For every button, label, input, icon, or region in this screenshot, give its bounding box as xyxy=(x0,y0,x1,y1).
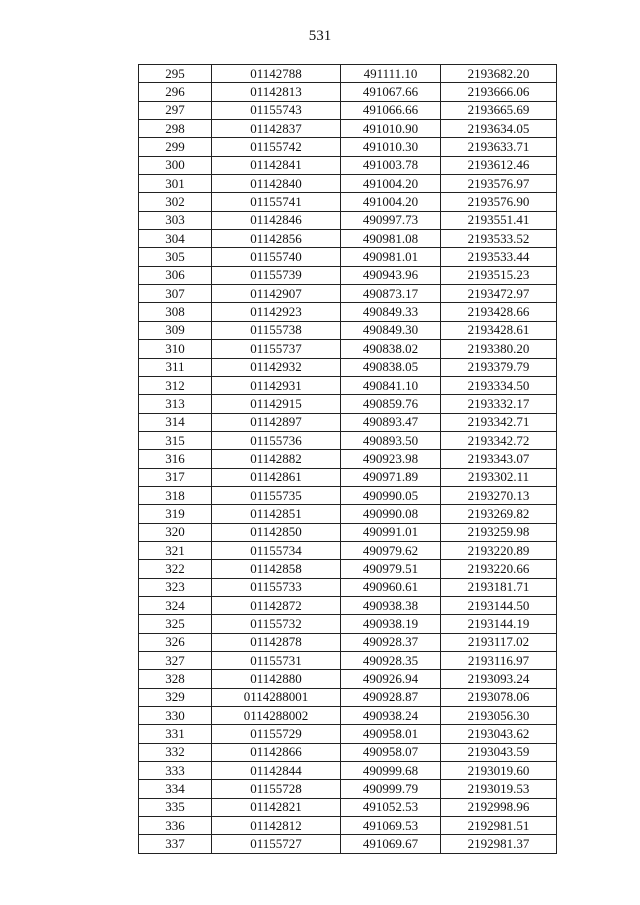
x-coordinate-cell: 490873.17 xyxy=(341,285,441,303)
point-id-cell: 01155731 xyxy=(212,652,341,670)
x-coordinate-cell: 491069.53 xyxy=(341,817,441,835)
row-number-cell: 327 xyxy=(139,652,212,670)
x-coordinate-cell: 490991.01 xyxy=(341,523,441,541)
x-coordinate-cell: 490990.08 xyxy=(341,505,441,523)
row-number-cell: 326 xyxy=(139,633,212,651)
point-id-cell: 01142880 xyxy=(212,670,341,688)
table-row xyxy=(139,652,557,670)
point-id-cell: 01155733 xyxy=(212,578,341,596)
table-row xyxy=(139,266,557,284)
y-coordinate-cell: 2193259.98 xyxy=(441,523,557,541)
table-row xyxy=(139,725,557,743)
table-row xyxy=(139,120,557,138)
point-id-cell: 01142932 xyxy=(212,358,341,376)
table-row xyxy=(139,578,557,596)
point-id-cell: 01142931 xyxy=(212,376,341,394)
row-number-cell: 329 xyxy=(139,688,212,706)
row-number-cell: 314 xyxy=(139,413,212,431)
point-id-cell: 01155737 xyxy=(212,340,341,358)
x-coordinate-cell: 490841.10 xyxy=(341,376,441,394)
x-coordinate-cell: 491004.20 xyxy=(341,175,441,193)
y-coordinate-cell: 2193116.97 xyxy=(441,652,557,670)
point-id-cell: 01142861 xyxy=(212,468,341,486)
table-row xyxy=(139,505,557,523)
y-coordinate-cell: 2193665.69 xyxy=(441,101,557,119)
table-row xyxy=(139,762,557,780)
x-coordinate-cell: 491010.30 xyxy=(341,138,441,156)
table-row xyxy=(139,450,557,468)
y-coordinate-cell: 2193533.44 xyxy=(441,248,557,266)
table-row xyxy=(139,743,557,761)
x-coordinate-cell: 490999.68 xyxy=(341,762,441,780)
table-row xyxy=(139,193,557,211)
row-number-cell: 324 xyxy=(139,596,212,614)
point-id-cell: 01155735 xyxy=(212,486,341,504)
row-number-cell: 302 xyxy=(139,193,212,211)
y-coordinate-cell: 2193428.61 xyxy=(441,321,557,339)
row-number-cell: 333 xyxy=(139,762,212,780)
y-coordinate-cell: 2193078.06 xyxy=(441,688,557,706)
point-id-cell: 01142812 xyxy=(212,817,341,835)
y-coordinate-cell: 2193342.72 xyxy=(441,431,557,449)
point-id-cell: 01142856 xyxy=(212,230,341,248)
row-number-cell: 313 xyxy=(139,395,212,413)
row-number-cell: 337 xyxy=(139,835,212,853)
row-number-cell: 323 xyxy=(139,578,212,596)
x-coordinate-cell: 490958.07 xyxy=(341,743,441,761)
coordinates-table xyxy=(138,64,557,854)
point-id-cell: 01155738 xyxy=(212,321,341,339)
y-coordinate-cell: 2193343.07 xyxy=(441,450,557,468)
point-id-cell: 01142882 xyxy=(212,450,341,468)
row-number-cell: 310 xyxy=(139,340,212,358)
table-row xyxy=(139,413,557,431)
y-coordinate-cell: 2193220.89 xyxy=(441,541,557,559)
point-id-cell: 01155742 xyxy=(212,138,341,156)
point-id-cell: 01155729 xyxy=(212,725,341,743)
x-coordinate-cell: 490943.96 xyxy=(341,266,441,284)
row-number-cell: 320 xyxy=(139,523,212,541)
x-coordinate-cell: 490938.38 xyxy=(341,596,441,614)
x-coordinate-cell: 490979.51 xyxy=(341,560,441,578)
x-coordinate-cell: 490893.47 xyxy=(341,413,441,431)
point-id-cell: 01155743 xyxy=(212,101,341,119)
x-coordinate-cell: 490928.37 xyxy=(341,633,441,651)
table-row xyxy=(139,798,557,816)
table-row xyxy=(139,560,557,578)
x-coordinate-cell: 490849.30 xyxy=(341,321,441,339)
point-id-cell: 01142915 xyxy=(212,395,341,413)
x-coordinate-cell: 490928.87 xyxy=(341,688,441,706)
table-row xyxy=(139,468,557,486)
y-coordinate-cell: 2193302.11 xyxy=(441,468,557,486)
point-id-cell: 01142850 xyxy=(212,523,341,541)
table-row xyxy=(139,138,557,156)
y-coordinate-cell: 2193576.97 xyxy=(441,175,557,193)
x-coordinate-cell: 490838.05 xyxy=(341,358,441,376)
table-row xyxy=(139,431,557,449)
row-number-cell: 325 xyxy=(139,615,212,633)
y-coordinate-cell: 2193269.82 xyxy=(441,505,557,523)
row-number-cell: 303 xyxy=(139,211,212,229)
x-coordinate-cell: 490981.01 xyxy=(341,248,441,266)
table-row xyxy=(139,633,557,651)
y-coordinate-cell: 2193334.50 xyxy=(441,376,557,394)
point-id-cell: 01142907 xyxy=(212,285,341,303)
table-row xyxy=(139,780,557,798)
y-coordinate-cell: 2193612.46 xyxy=(441,156,557,174)
row-number-cell: 335 xyxy=(139,798,212,816)
row-number-cell: 322 xyxy=(139,560,212,578)
row-number-cell: 296 xyxy=(139,83,212,101)
point-id-cell: 01142844 xyxy=(212,762,341,780)
row-number-cell: 312 xyxy=(139,376,212,394)
point-id-cell: 01142840 xyxy=(212,175,341,193)
y-coordinate-cell: 2193472.97 xyxy=(441,285,557,303)
point-id-cell: 01155727 xyxy=(212,835,341,853)
point-id-cell: 01155728 xyxy=(212,780,341,798)
x-coordinate-cell: 491004.20 xyxy=(341,193,441,211)
y-coordinate-cell: 2193093.24 xyxy=(441,670,557,688)
y-coordinate-cell: 2193019.60 xyxy=(441,762,557,780)
point-id-cell: 01142923 xyxy=(212,303,341,321)
table-row xyxy=(139,817,557,835)
point-id-cell: 01142821 xyxy=(212,798,341,816)
y-coordinate-cell: 2193043.62 xyxy=(441,725,557,743)
x-coordinate-cell: 491010.90 xyxy=(341,120,441,138)
x-coordinate-cell: 490923.98 xyxy=(341,450,441,468)
point-id-cell: 01155741 xyxy=(212,193,341,211)
row-number-cell: 317 xyxy=(139,468,212,486)
table-row xyxy=(139,321,557,339)
row-number-cell: 308 xyxy=(139,303,212,321)
table-row xyxy=(139,248,557,266)
row-number-cell: 336 xyxy=(139,817,212,835)
x-coordinate-cell: 490960.61 xyxy=(341,578,441,596)
y-coordinate-cell: 2193332.17 xyxy=(441,395,557,413)
y-coordinate-cell: 2193019.53 xyxy=(441,780,557,798)
table-row xyxy=(139,670,557,688)
y-coordinate-cell: 2193551.41 xyxy=(441,211,557,229)
row-number-cell: 316 xyxy=(139,450,212,468)
x-coordinate-cell: 490893.50 xyxy=(341,431,441,449)
x-coordinate-cell: 490859.76 xyxy=(341,395,441,413)
y-coordinate-cell: 2192998.96 xyxy=(441,798,557,816)
point-id-cell: 01142813 xyxy=(212,83,341,101)
x-coordinate-cell: 491111.10 xyxy=(341,65,441,83)
y-coordinate-cell: 2193634.05 xyxy=(441,120,557,138)
table-row xyxy=(139,707,557,725)
point-id-cell: 01142858 xyxy=(212,560,341,578)
table-row xyxy=(139,541,557,559)
row-number-cell: 331 xyxy=(139,725,212,743)
x-coordinate-cell: 490838.02 xyxy=(341,340,441,358)
point-id-cell: 01142866 xyxy=(212,743,341,761)
y-coordinate-cell: 2193056.30 xyxy=(441,707,557,725)
y-coordinate-cell: 2193144.50 xyxy=(441,596,557,614)
y-coordinate-cell: 2193666.06 xyxy=(441,83,557,101)
point-id-cell: 0114288002 xyxy=(212,707,341,725)
point-id-cell: 01142837 xyxy=(212,120,341,138)
page-number: 531 xyxy=(308,28,332,44)
point-id-cell: 0114288001 xyxy=(212,688,341,706)
point-id-cell: 01142897 xyxy=(212,413,341,431)
table-row xyxy=(139,156,557,174)
y-coordinate-cell: 2193633.71 xyxy=(441,138,557,156)
row-number-cell: 304 xyxy=(139,230,212,248)
row-number-cell: 315 xyxy=(139,431,212,449)
y-coordinate-cell: 2193181.71 xyxy=(441,578,557,596)
table-row xyxy=(139,303,557,321)
point-id-cell: 01142788 xyxy=(212,65,341,83)
row-number-cell: 307 xyxy=(139,285,212,303)
row-number-cell: 299 xyxy=(139,138,212,156)
y-coordinate-cell: 2193342.71 xyxy=(441,413,557,431)
row-number-cell: 300 xyxy=(139,156,212,174)
point-id-cell: 01142851 xyxy=(212,505,341,523)
x-coordinate-cell: 490938.19 xyxy=(341,615,441,633)
y-coordinate-cell: 2193682.20 xyxy=(441,65,557,83)
table-row xyxy=(139,376,557,394)
x-coordinate-cell: 490997.73 xyxy=(341,211,441,229)
point-id-cell: 01142841 xyxy=(212,156,341,174)
table-row xyxy=(139,523,557,541)
y-coordinate-cell: 2192981.51 xyxy=(441,817,557,835)
table-row xyxy=(139,615,557,633)
y-coordinate-cell: 2193043.59 xyxy=(441,743,557,761)
x-coordinate-cell: 490981.08 xyxy=(341,230,441,248)
x-coordinate-cell: 490849.33 xyxy=(341,303,441,321)
x-coordinate-cell: 491003.78 xyxy=(341,156,441,174)
table-row xyxy=(139,230,557,248)
x-coordinate-cell: 490999.79 xyxy=(341,780,441,798)
point-id-cell: 01155734 xyxy=(212,541,341,559)
y-coordinate-cell: 2193270.13 xyxy=(441,486,557,504)
point-id-cell: 01142872 xyxy=(212,596,341,614)
row-number-cell: 309 xyxy=(139,321,212,339)
x-coordinate-cell: 490979.62 xyxy=(341,541,441,559)
y-coordinate-cell: 2193117.02 xyxy=(441,633,557,651)
table-row xyxy=(139,835,557,853)
point-id-cell: 01155739 xyxy=(212,266,341,284)
table-row xyxy=(139,211,557,229)
y-coordinate-cell: 2193533.52 xyxy=(441,230,557,248)
y-coordinate-cell: 2193428.66 xyxy=(441,303,557,321)
x-coordinate-cell: 490926.94 xyxy=(341,670,441,688)
point-id-cell: 01142878 xyxy=(212,633,341,651)
table-row xyxy=(139,486,557,504)
y-coordinate-cell: 2193576.90 xyxy=(441,193,557,211)
x-coordinate-cell: 490971.89 xyxy=(341,468,441,486)
x-coordinate-cell: 491069.67 xyxy=(341,835,441,853)
table-row xyxy=(139,65,557,83)
row-number-cell: 297 xyxy=(139,101,212,119)
row-number-cell: 334 xyxy=(139,780,212,798)
point-id-cell: 01142846 xyxy=(212,211,341,229)
table-row xyxy=(139,101,557,119)
row-number-cell: 306 xyxy=(139,266,212,284)
y-coordinate-cell: 2193220.66 xyxy=(441,560,557,578)
row-number-cell: 318 xyxy=(139,486,212,504)
table-row xyxy=(139,596,557,614)
row-number-cell: 301 xyxy=(139,175,212,193)
point-id-cell: 01155740 xyxy=(212,248,341,266)
table-row xyxy=(139,688,557,706)
point-id-cell: 01155732 xyxy=(212,615,341,633)
table-row xyxy=(139,340,557,358)
table-row xyxy=(139,175,557,193)
row-number-cell: 332 xyxy=(139,743,212,761)
row-number-cell: 298 xyxy=(139,120,212,138)
table-row xyxy=(139,285,557,303)
x-coordinate-cell: 491066.66 xyxy=(341,101,441,119)
x-coordinate-cell: 490958.01 xyxy=(341,725,441,743)
x-coordinate-cell: 490938.24 xyxy=(341,707,441,725)
y-coordinate-cell: 2192981.37 xyxy=(441,835,557,853)
x-coordinate-cell: 491067.66 xyxy=(341,83,441,101)
y-coordinate-cell: 2193380.20 xyxy=(441,340,557,358)
row-number-cell: 295 xyxy=(139,65,212,83)
y-coordinate-cell: 2193515.23 xyxy=(441,266,557,284)
x-coordinate-cell: 490990.05 xyxy=(341,486,441,504)
row-number-cell: 305 xyxy=(139,248,212,266)
x-coordinate-cell: 490928.35 xyxy=(341,652,441,670)
coordinates-table-body xyxy=(139,65,557,854)
row-number-cell: 328 xyxy=(139,670,212,688)
table-row xyxy=(139,358,557,376)
point-id-cell: 01155736 xyxy=(212,431,341,449)
table-row xyxy=(139,83,557,101)
row-number-cell: 311 xyxy=(139,358,212,376)
table-row xyxy=(139,395,557,413)
row-number-cell: 319 xyxy=(139,505,212,523)
row-number-cell: 321 xyxy=(139,541,212,559)
row-number-cell: 330 xyxy=(139,707,212,725)
y-coordinate-cell: 2193144.19 xyxy=(441,615,557,633)
x-coordinate-cell: 491052.53 xyxy=(341,798,441,816)
y-coordinate-cell: 2193379.79 xyxy=(441,358,557,376)
